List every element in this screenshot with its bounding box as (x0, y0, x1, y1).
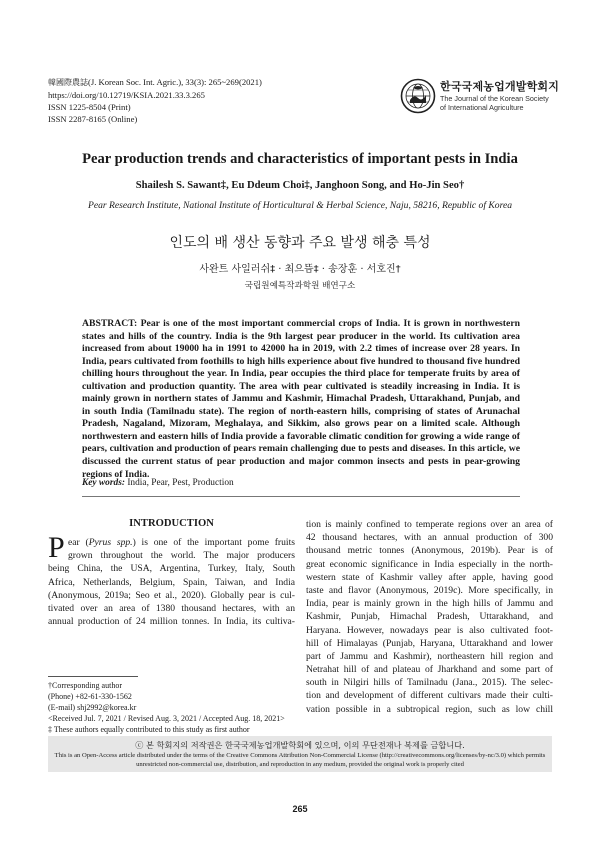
copyright-notice-ko: ⓒ 본 학회지의 저작권은 한국국제농업개발학회에 있으며, 이의 무단전재나 복제를 금합니다. (135, 740, 465, 750)
society-name-ko: 한국국제농업개발학회지 (440, 80, 560, 93)
society-logo (400, 76, 565, 116)
keywords-label: Key words: (82, 478, 125, 488)
footnotes (48, 680, 298, 735)
drop-cap: P (48, 531, 65, 564)
text-line: Haryana. However, nowadays pear is also cultivated foot- (306, 624, 553, 636)
text-line: great economic significance in India especially in the north- (306, 558, 553, 570)
text-line: being China, the USA, Argentina, Turkey, Italy, South (48, 563, 295, 575)
text-line: 42 thousand hectares, with an annual production of 300 (306, 532, 553, 544)
society-name-en-line1: The Journal of the Korean Society (440, 94, 549, 103)
footnote-phone: (Phone) +82-61-330-1562 (48, 692, 132, 701)
keywords-text: India, Pear, Pest, Production (127, 478, 234, 488)
abstract-divider (82, 496, 520, 497)
column-right (306, 518, 553, 716)
footnote-email[interactable]: (E-mail) shj2992@korea.kr (48, 703, 137, 712)
text-line: tion and development of different cultivars made their culti- (306, 690, 553, 702)
article-affiliation: Pear Research Institute, National Institute of Horticultural & Herbal Science, Naju, 58216, Republic of Korea (87, 200, 513, 211)
text-line: thousand metric tonnes (Anonymous, 2019b). Pear is of (306, 545, 553, 557)
introduction-paragraph-left (48, 531, 295, 628)
abstract (82, 318, 520, 481)
doi-link[interactable]: https://doi.org/10.12719/KSIA.2021.33.3.265 (48, 90, 205, 100)
text-line: western state of Kashmir valley after apple, having good (306, 571, 553, 583)
text-line: grown throughout the world. The major producers (68, 550, 295, 562)
text-line: tion is mainly confined to temperate regions over an area of (306, 519, 553, 530)
text-line: ear (Pyrus spp.) is one of the important pome fruits (68, 537, 295, 548)
license-notice (48, 736, 552, 772)
text-line: Kashmir, Punjab, Himachal Pradesh, Uttarakhand, and (306, 611, 553, 623)
text-line: taste and flavor (Anonymous, 2019c). More specifically, in (306, 584, 553, 596)
globe-emblem-icon (400, 78, 436, 114)
text-line: (Anonymous, 2019a; Seo et al., 2020). Globally pear is cul- (48, 589, 295, 601)
society-name-en (440, 94, 549, 112)
text-line: hill of Himalayas (Punjab, Haryana, Uttarakhand and lower (306, 637, 553, 649)
text-line: Netrahat hill of and plateau of Jharkhand and some part of (306, 664, 553, 676)
text-line: Africa, Netherlands, Belgium, Spain, Taiwan, and India (48, 576, 295, 588)
page-number: 265 (292, 804, 308, 814)
society-name-en-line2: of International Agriculture (440, 103, 524, 112)
section-heading-introduction: INTRODUCTION (129, 518, 214, 529)
introduction-paragraph-right (306, 518, 553, 716)
text-line: part of Jammu and Kashmir), northeastern hill region and (306, 650, 553, 662)
text-line: annual production of 24 million tonnes. In India, its cultiva- (48, 616, 295, 628)
species-name: Pyrus spp. (88, 537, 133, 548)
citation-abbrev: 韓國際農誌 (48, 78, 88, 87)
citation-rest: (J. Korean Soc. Int. Agric.), 33(3): 265~269(2021) (88, 77, 262, 87)
text-line: tivated over an area of 1380 thousand hectares, with an (48, 602, 295, 614)
text-line: south in Nilgiri hills of Tamilnadu (Jana., 2015). The selec- (306, 677, 553, 689)
text-line: India, pear is mainly grown in the high hills of Jammu and (306, 598, 553, 610)
issn-print: ISSN 1225-8504 (Print) (48, 102, 131, 112)
footnote-dates: <Received Jul. 7, 2021 / Revised Aug. 3, 2021 / Accepted Aug. 18, 2021> (48, 714, 285, 723)
article-title-ko: 인도의 배 생산 동향과 주요 발생 해충 특성 (169, 235, 431, 251)
article-title: Pear production trends and characteristics of important pests in India (82, 151, 518, 167)
column-left (48, 518, 295, 628)
article-authors: Shailesh S. Sawant‡, Eu Ddeum Choi‡, Janghoon Song, and Ho-Jin Seo† (135, 180, 465, 191)
article-authors-ko: 사완트 사일러쉬‡ · 최으뜸‡ · 송장훈 · 서호진† (199, 264, 401, 275)
abstract-text: Pear is one of the most important commercial crops of India. It is grown in northwestern states and hills of the country. India is the 9th largest pear producer in the world. Its cultivation area increased from about 19000 ha in 1991 to 42000 ha in 2019, with 2.2 times of increase over 28 years. In India, pears cultivated from foothills to high hills experience about five hundred to thousand five hundred chilling hours throughout the year. In India, pear occupies the third place for temperate fruits by area of cultivation and production quantity. The area with pear cultivated is steadily increasing in India. It is mainly grown in northern states of Jammu and Kashmir, Himachal Pradesh, Uttarakhand, Punjab, and in south India (Tamilnadu state). The region of north-eastern hills, comprising of states of Arunachal Pradesh, Nagaland, Mizoram, Meghalaya, and Sikkim, also grows pear on a limited scale. Although northwestern and eastern hills of India provide a favorable climatic condition for growing a wide range of pears, cultivation and production of pears remain challenging due to pests and diseases. In this article, we discussed the current status of pear production and major common insects and pests in pear-growing regions of India. (82, 318, 521, 480)
abstract-label: ABSTRACT: (82, 318, 138, 329)
keywords (82, 478, 520, 488)
footnote-equal-contribution: ‡ These authors equally contributed to this study as first author (48, 725, 250, 734)
citation-line (48, 76, 262, 89)
issn-online: ISSN 2287-8165 (Online) (48, 114, 138, 124)
footnote-divider (48, 676, 138, 677)
license-text: This is an Open-Access article distributed under the terms of the Creative Commons Attribution Non-Commercial License (http://creativecommons.org/licenses/by-nc/3.0) which permits unrestricted non-commercial use, distribution, and reproduction in any medium, provided the original work is properly cited (54, 752, 546, 768)
journal-header (48, 76, 262, 125)
text-line: vation possible in a subtropical region, such as low chill (306, 703, 553, 715)
footnote-corresponding: †Corresponding author (48, 681, 122, 690)
article-affiliation-ko: 국립원예특작과학원 배연구소 (244, 281, 356, 291)
